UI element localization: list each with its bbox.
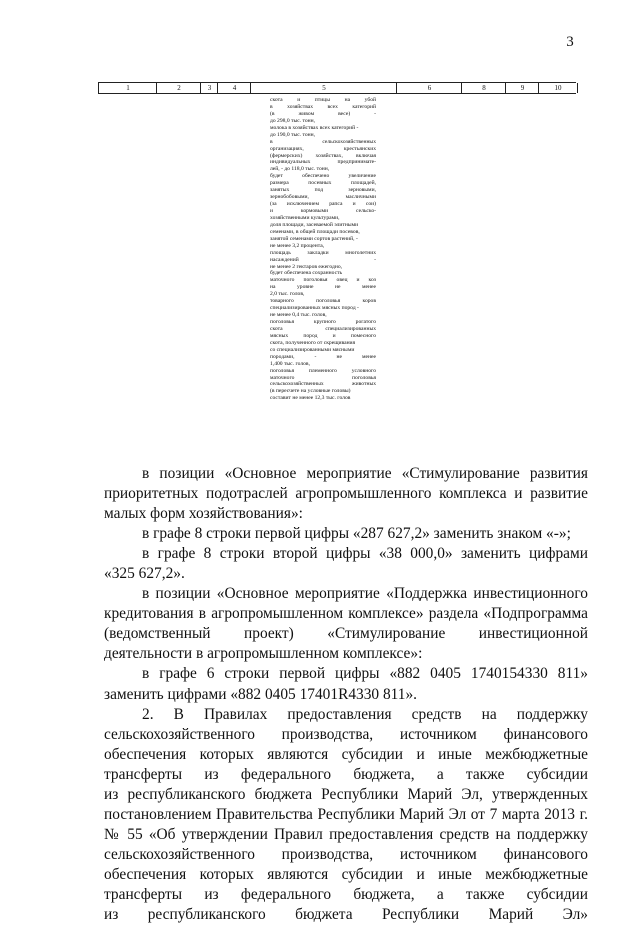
table-cell-column-5 <box>270 97 376 402</box>
table-cell-line: (за исключением рапса и сои) <box>270 201 376 208</box>
body-line: обеспечения которых являются субсидии и иные межбюджетные <box>104 865 588 883</box>
body-line: трансферты из федерального бюджета, а также субсидии <box>104 885 588 903</box>
body-line: деятельности в агропромышленном комплексе»: <box>104 645 423 663</box>
table-cell-line: сельскохозяйственных животных <box>270 381 376 388</box>
table-cell-line: лей, - до 118,0 тыс. тонн, <box>270 166 330 173</box>
table-cell-line: доля площади, засеваемой элитными <box>270 221 359 228</box>
body-line: из республиканского бюджета Республики Марий Эл» <box>104 906 588 924</box>
body-line: в позиции «Основное мероприятие «Стимулирование развития <box>142 465 588 482</box>
table-cell-line: на уровне не менее <box>270 284 376 291</box>
table-cell-line: организациях, крестьянских <box>270 145 376 152</box>
table-cell-line: размера посевных площадей, <box>270 180 376 187</box>
table-cell-line: породами, - не менее <box>270 353 376 360</box>
column-number: 5 <box>250 83 397 93</box>
table-cell-line: не менее 0,4 тыс. голов, <box>270 312 327 319</box>
table-column-header <box>98 82 576 94</box>
table-cell-line: семенами, в общей площади посевов, <box>270 228 360 235</box>
table-cell-line: и кормовыми сельско- <box>270 208 376 214</box>
column-number: 6 <box>396 83 462 93</box>
document-body <box>104 464 588 925</box>
body-line: сельскохозяйственного производства, источником финансового <box>104 845 588 863</box>
body-line: в графе 8 строки первой цифры «287 627,2» заменить знаком «-»; <box>142 525 571 543</box>
column-number: 3 <box>200 83 218 93</box>
body-line: в позиции «Основное мероприятие «Поддержка инвестиционного <box>142 585 588 603</box>
table-cell-line: составит не менее 12,3 тыс. голов <box>270 395 351 402</box>
table-cell-line: до 190,0 тыс. тонн, <box>270 131 316 138</box>
body-line: малых форм хозяйствования»: <box>104 505 303 523</box>
body-line: (ведомственный проект) «Стимулирование инвестиционной <box>104 625 588 643</box>
column-number: 10 <box>538 83 578 93</box>
table-cell-line: мясных пород и помесного <box>270 332 376 339</box>
body-line: постановлением Правительства Республики Марий Эл от 7 марта 2013 г. <box>104 805 588 823</box>
table-cell-line: не менее 2 гектаров ежегодно, <box>270 263 343 270</box>
table-cell-line: в хозяйствах всех категорий <box>270 103 376 110</box>
table-cell-line: (в пересчете на условные головы) <box>270 388 351 395</box>
page-number: 3 <box>566 34 574 50</box>
body-line: № 55 «Об утверждении Правил предоставления средств на поддержку <box>104 825 588 843</box>
body-line: заменить цифрами «882 0405 17401R4330 811». <box>104 685 418 703</box>
table-cell-line: специализированных мясных пород - <box>270 305 359 312</box>
body-line: в графе 8 строки второй цифры «38 000,0» заменить цифрами <box>142 545 588 563</box>
table-cell-line: в сельскохозяйственных <box>270 138 376 145</box>
body-line: кредитования в агропромышленном комплексе» раздела «Подпрограмма <box>104 605 588 623</box>
table-cell-line: (фермерских) хозяйствах, включая <box>270 152 376 159</box>
table-cell-line: маточного поголовья <box>270 374 376 381</box>
body-line: приоритетных подотраслей агропромышленного комплекса и развитие <box>104 485 588 503</box>
table-cell-line: маточного поголовья овец и коз <box>270 277 376 284</box>
body-line: в графе 6 строки первой цифры «882 0405 1740154330 811» <box>142 665 588 683</box>
body-line: обеспечения которых являются субсидии и иные межбюджетные <box>104 745 588 763</box>
table-cell-line: скота, полученного от скрещивания <box>270 339 356 346</box>
table-cell-line: не менее 3,2 процента, <box>270 242 325 249</box>
table-cell-line: зернобобовыми, масличными <box>270 194 376 201</box>
table-cell-line: будет обеспечено увеличение <box>270 173 376 180</box>
table-cell-line: скота и птицы на убой <box>270 97 376 103</box>
table-cell-line: будет обеспечена сохранность <box>270 270 343 277</box>
column-number: 8 <box>461 83 506 93</box>
body-line: сельскохозяйственного производства, источником финансового <box>104 725 588 743</box>
column-number: 4 <box>217 83 251 93</box>
body-line: «325 627,2». <box>104 565 185 583</box>
table-cell-line: 2,0 тыс. голов, <box>270 291 305 298</box>
table-cell-line: индивидуальных предпринимате- <box>270 159 376 166</box>
table-cell-line: площадь закладки многолетних <box>270 249 376 256</box>
table-cell-line: насаждений - <box>270 256 376 263</box>
table-cell-line: 1,400 тыс. голов, <box>270 360 310 367</box>
column-number: 9 <box>505 83 539 93</box>
body-line: трансферты из федерального бюджета, а также субсидии <box>104 765 588 783</box>
table-cell-line: занятой семенами сортов растений, - <box>270 235 358 242</box>
body-line: 2. В Правилах предоставления средств на поддержку <box>142 705 588 723</box>
body-line: из республиканского бюджета Республики Марий Эл, утвержденных <box>104 785 588 803</box>
table-cell-line: поголовья крупного рогатого <box>270 319 376 325</box>
table-cell-line: товарного поголовья коров <box>270 298 376 305</box>
table-cell-line: занятых под зерновыми, <box>270 187 376 194</box>
table-cell-line: молока в хозяйствах всех категорий - <box>270 124 359 131</box>
table-cell-line: поголовья племенного условного <box>270 367 376 374</box>
table-cell-line: скота специализированных <box>270 325 376 332</box>
column-number: 2 <box>156 83 201 93</box>
column-number: 1 <box>98 83 157 93</box>
table-cell-line: (в живом весе) - <box>270 110 376 117</box>
table-cell-line: до 298,0 тыс. тонн, <box>270 117 316 124</box>
table-cell-line: хозяйственными культурами, <box>270 214 340 221</box>
table-cell-line: со специализированными мясными <box>270 346 355 353</box>
